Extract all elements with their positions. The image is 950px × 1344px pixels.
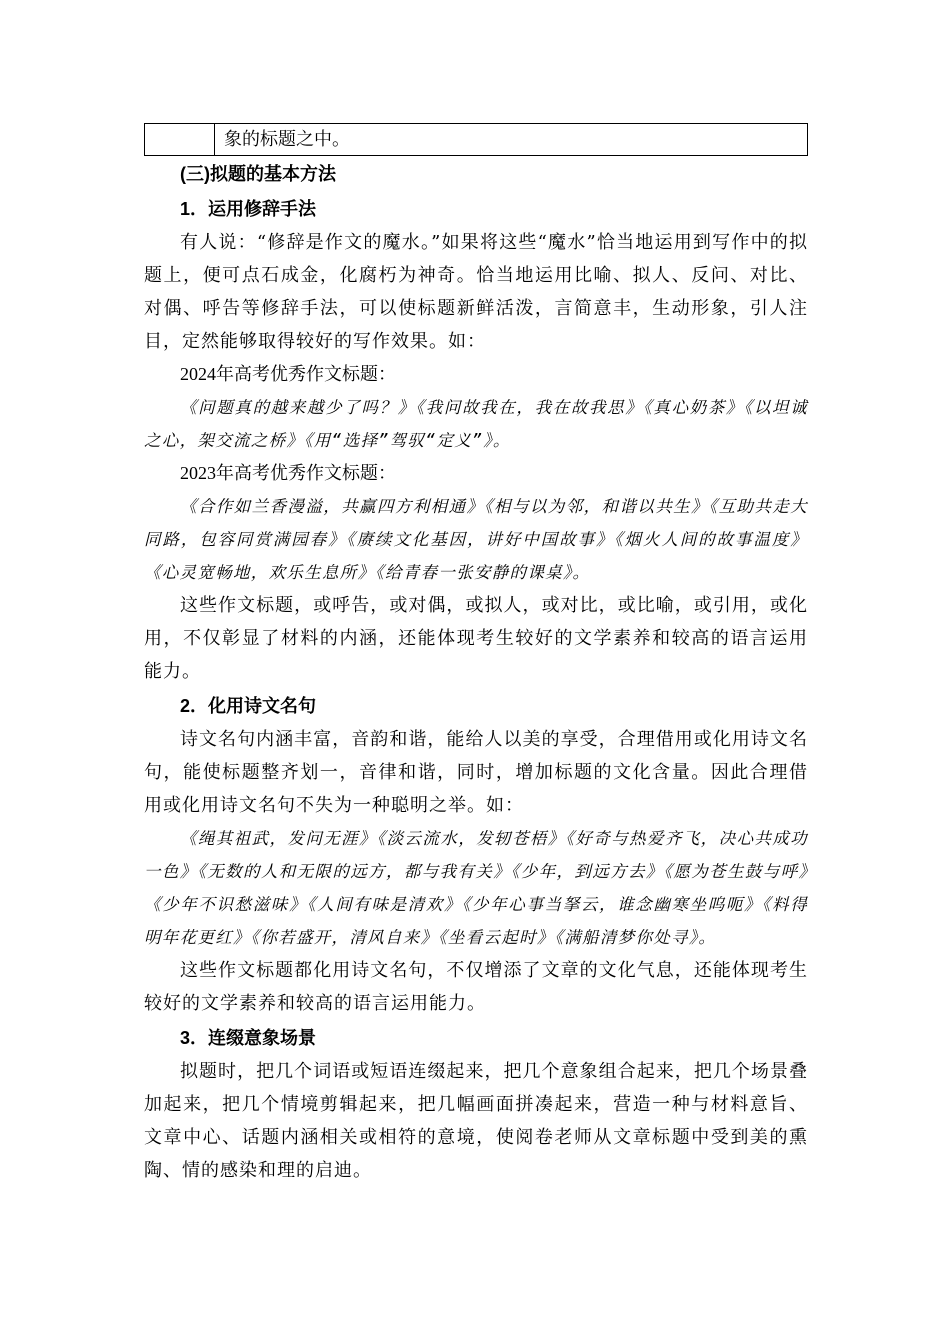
method2-intro: 诗文名句内涵丰富，音韵和谐，能给人以美的享受，合理借用或化用诗文名句，能使标题整齐划一，音律和谐，同时，增加标题的文化含量。因此合理借用或化用诗文名句不失为一种聪明之举。如： bbox=[144, 729, 808, 816]
method1-intro: 有人说：“修辞是作文的魔水。”如果将这些“魔水”恰当地运用到写作中的拟题上，便可点石成金，化腐朽为神奇。恰当地运用比喻、拟人、反问、对比、对偶、呼告等修辞手法，可以使标题新鲜活泼，言简意丰，生动形象，引人注目，定然能够取得较好的写作效果。如： bbox=[144, 232, 808, 352]
titles-2023: 《合作如兰香漫溢，共赢四方利相通》《相与以为邻，和谐以共生》《互助共走大同路，包容同赏满园春》《赓续文化基因，讲好中国故事》《烟火人间的故事温度》《心灵宽畅地，欢乐生息所》《给青春一张安静的课桌》。 bbox=[144, 497, 808, 582]
label-2024: 2024年高考优秀作文标题： bbox=[180, 364, 396, 384]
method3-intro: 拟题时，把几个词语或短语连缀起来，把几个意象组合起来，把几个场景叠加起来，把几个情境剪辑起来，把几幅画面拼凑起来，营造一种与材料意旨、文章中心、话题内涵相关或相符的意境，使阅卷老师从文章标题中受到美的熏陶、情的感染和理的启迪。 bbox=[144, 1061, 808, 1181]
method2-summary: 这些作文标题都化用诗文名句，不仅增添了文章的文化气息，还能体现考生较好的文学素养和较高的语言运用能力。 bbox=[144, 960, 808, 1014]
method2-titles: 《绳其祖武，发问无涯》《淡云流水，发轫苍梧》《好奇与热爱齐飞，决心共成功一色》《无数的人和无限的远方，都与我有关》《少年，到远方去》《愿为苍生鼓与呼》《少年不识愁滋味》《人间有味是清欢》《少年心事当拏云，谁念幽寒坐呜呃》《料得明年花更红》《你若盛开，清风自来》《坐看云起时》《满船清梦你处寻》。 bbox=[144, 829, 808, 947]
table-cell-empty bbox=[145, 124, 215, 155]
method2-heading: 2．化用诗文名句 bbox=[180, 696, 317, 716]
method1-heading: 1．运用修辞手法 bbox=[180, 199, 317, 219]
table-row bbox=[144, 123, 808, 156]
label-2023: 2023年高考优秀作文标题： bbox=[180, 463, 396, 483]
titles-2024: 《问题真的越来越少了吗？》《我问故我在，我在故我思》《真心奶茶》《以坦诚之心，架交流之桥》《用“选择”驾驭“定义”》。 bbox=[144, 398, 808, 450]
method3-heading: 3．连缀意象场景 bbox=[180, 1028, 317, 1048]
table-cell-text: 象的标题之中。 bbox=[224, 129, 350, 150]
page-content bbox=[144, 123, 808, 1187]
method1-summary: 这些作文标题，或呼告，或对偶，或拟人，或对比，或比喻，或引用，或化用，不仅彰显了材料的内涵，还能体现考生较好的文学素养和较高的语言运用能力。 bbox=[144, 595, 808, 682]
section-heading: (三)拟题的基本方法 bbox=[180, 164, 336, 184]
